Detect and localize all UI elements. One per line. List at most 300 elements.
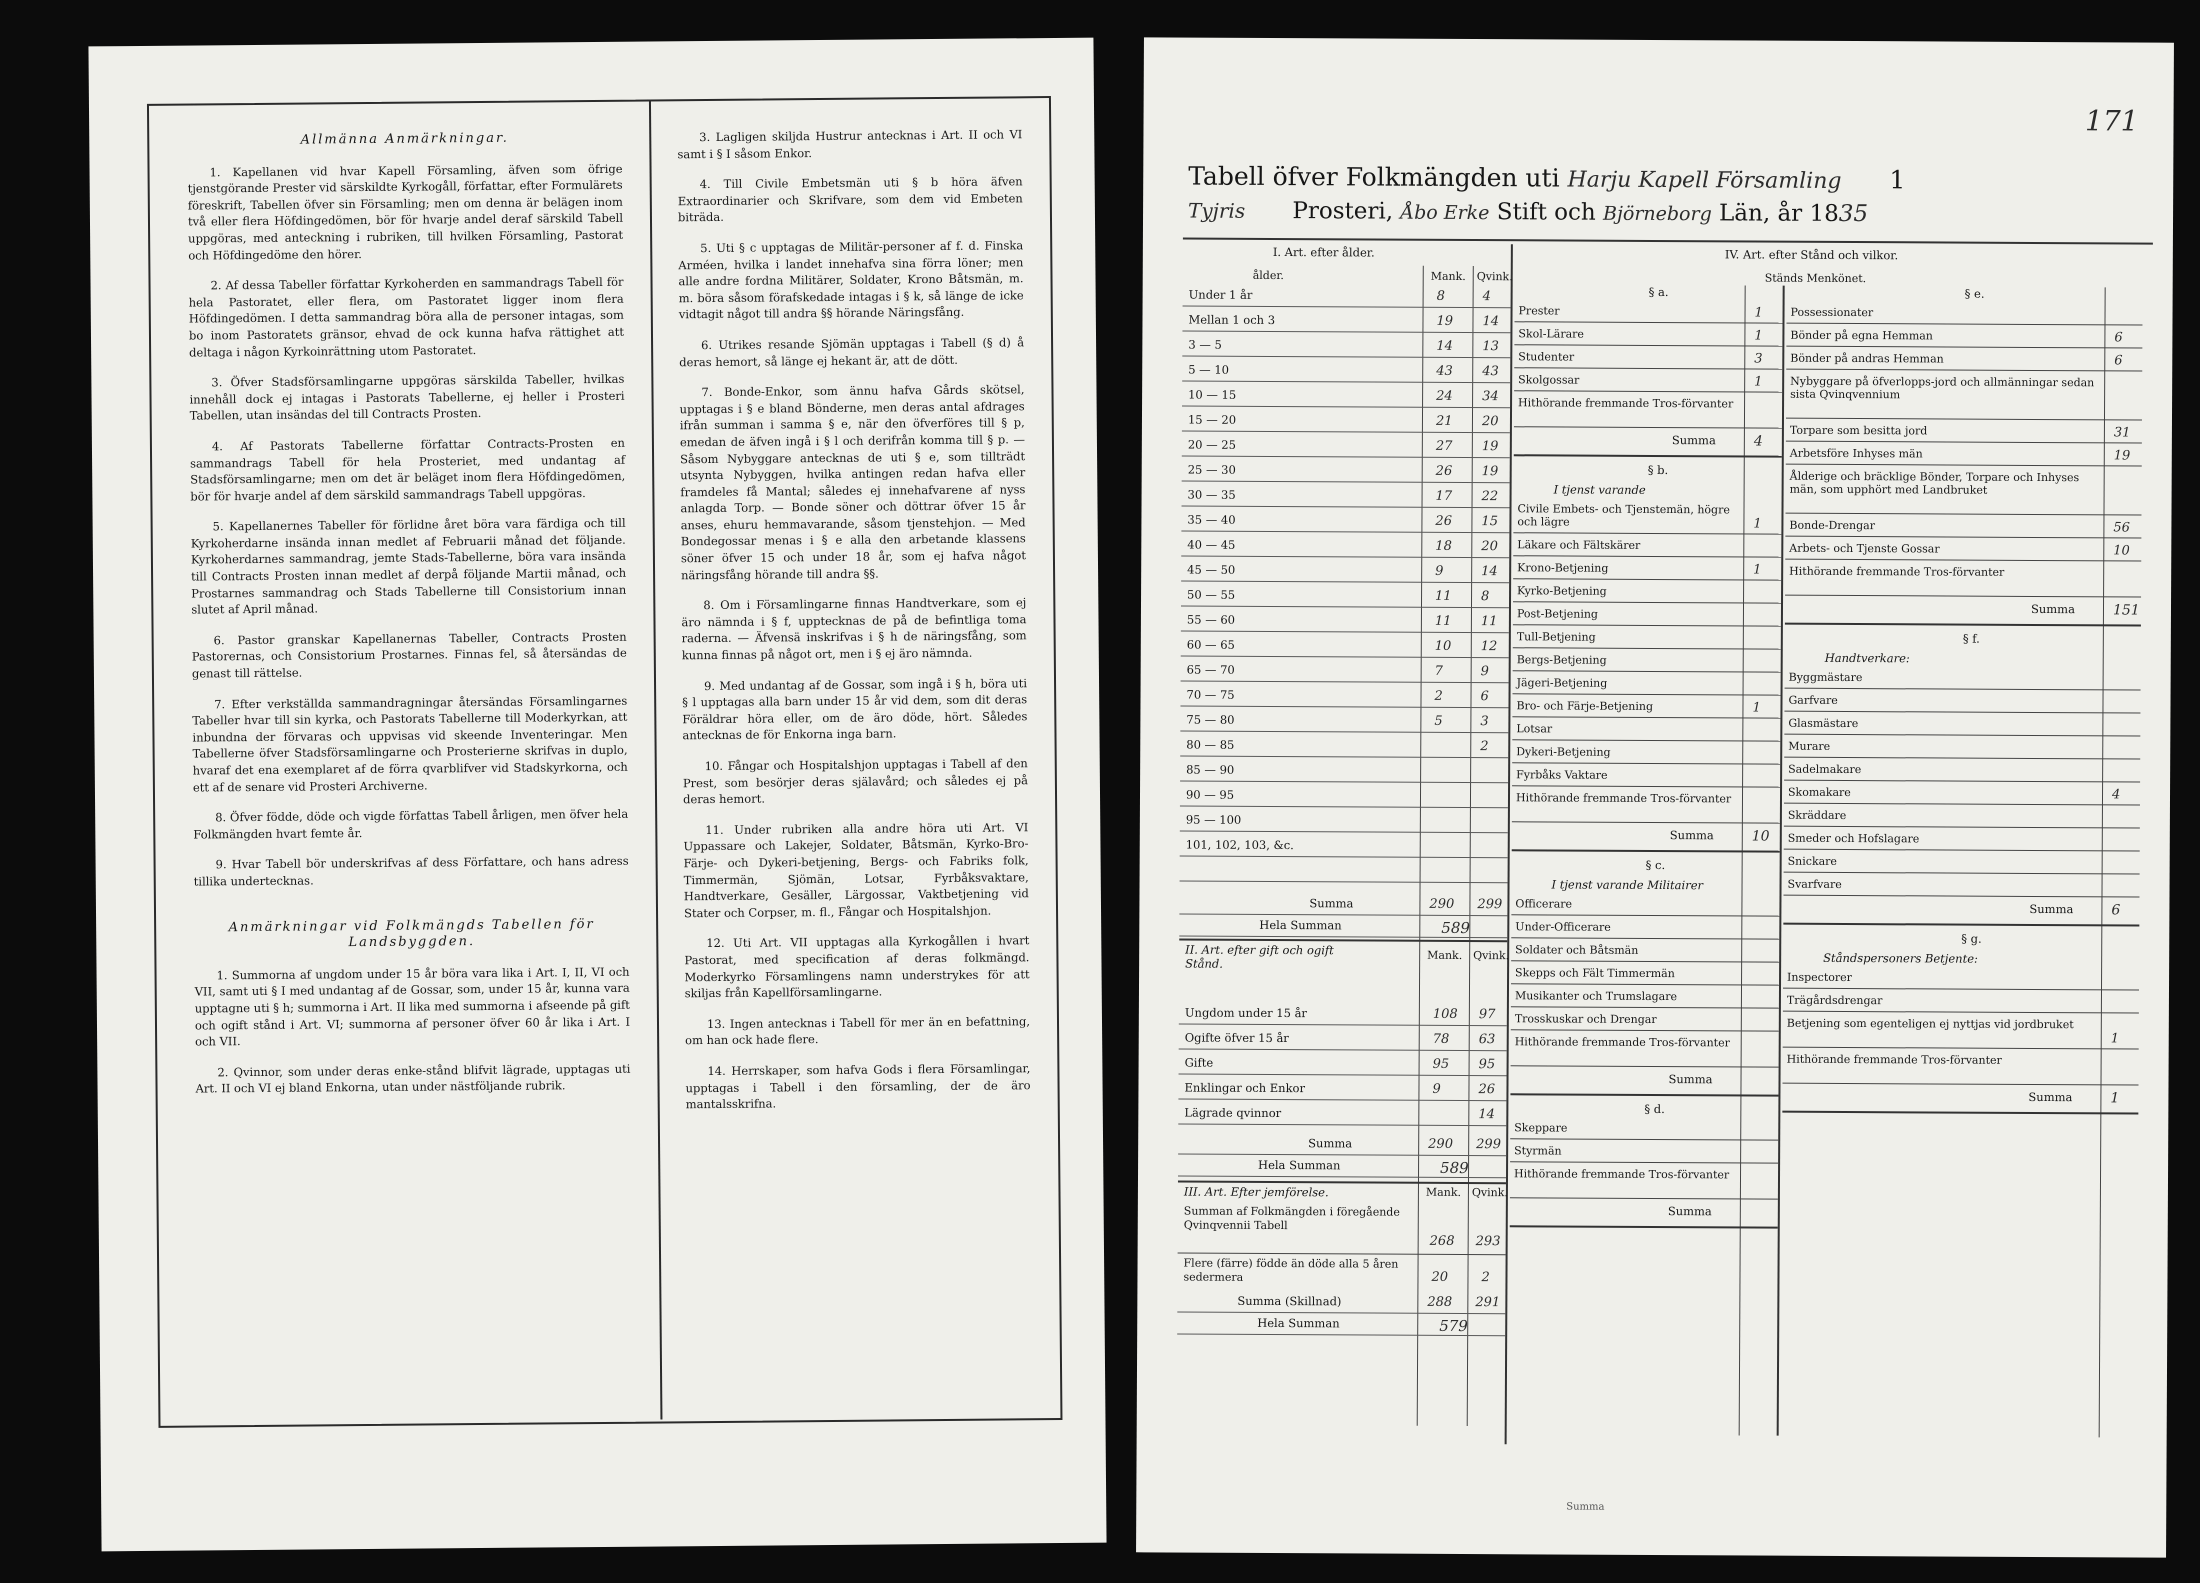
subcol-separator [1777,286,1785,1436]
sum-women: 299 [1476,1137,1502,1153]
estate-row: Skolgossar [1518,373,1580,387]
section-rule [1512,849,1780,852]
title-print: Prosteri, [1292,198,1394,225]
women-count: 19 [1481,439,1499,455]
row-rule [1786,346,2142,349]
row-label: 5 — 10 [1188,362,1230,377]
age-row [1182,435,1510,458]
age-row [1182,410,1510,433]
row-rule [1785,595,2141,598]
rural-notes-heading: Anmärkningar vid Folkmängds Tabellen för Landsbyggden. [228,916,595,951]
art-1-total-row [1179,915,1507,938]
row-label: 40 — 45 [1187,537,1236,552]
section-mark: § c. [1645,857,1666,873]
row-value: 1 [1753,562,1762,578]
art-3-row-label: Summan af Folkmängden i föregående Qvinqvennii Tabell [1183,1204,1400,1233]
peasant-row: Nybyggare på öfverlopps-jord och allmänningar sedan sista Qvinqvennium [1790,374,2095,402]
age-row [1180,835,1508,858]
row-rule [1785,688,2141,691]
sailor-row: Skeppare [1514,1121,1568,1135]
official-row: Hithörande fremmande Tros-förvanter [1515,791,1732,806]
servant-row: Hithörande fremmande Tros-förvanter [1786,1052,2002,1067]
estate-row: Prester [1518,304,1560,318]
note: 14. Herrskaper, som hafva Gods i flera Församlingar, upptagas i Tabell i den församling, der de äro mantalsskrifna. [685,1061,1031,1112]
art-3-heading: III. Art. Efter jemförelse. [1183,1184,1329,1200]
title-sheet-number: 1 [1889,165,1906,195]
note: 9. Med undantag af de Gossar, som ingå i § h, böra uti § l upptagas alla barn under 15 år vid dem, som dit deras Föräldrar höra eller, om de äro döde, hört. Således antecknas de för Enkorna inga barn. [682,675,1028,743]
craftsman-row: Sadelmakare [1788,762,1862,777]
women-column-header: Qvink. [1471,1186,1508,1200]
row-rule [1785,513,2141,516]
art-3-total-row [1177,1313,1505,1336]
official-row: Jägeri-Betjening [1516,676,1608,690]
sum-women: 291 [1475,1295,1501,1311]
section-sum-value: 10 [1751,828,1770,845]
men-count: 10 [1434,638,1452,654]
military-row: Officerare [1515,897,1573,911]
row-rule [1512,785,1780,787]
row-rule [1783,895,2139,898]
row-label: 95 — 100 [1185,812,1242,827]
section-mark: § e. [1964,286,1985,301]
art-2-total-row [1178,1155,1506,1178]
section-rule [1785,623,2141,627]
row-value: 4 [2111,787,2121,803]
sum-men: 288 [1427,1294,1453,1310]
page-number: 171 [2085,104,2139,138]
craftsman-row: Murare [1788,739,1831,753]
women-count: 15 [1481,514,1499,530]
note: 3. Lagligen skiljda Hustrur antecknas i Art. II och VI samt i § I såsom Enkor. [677,127,1023,161]
general-note: 3. Öfver Stadsförsamlingarne uppgöras särskilda Tabeller, hvilkas innehåll dock ej intagas i Pastorats Tabellerne, ej heller i Prosteri Tabellen, utan insändas del till Contracts Prosten. [189,371,625,423]
men-count: 11 [1435,588,1452,604]
row-value: 3 [1754,351,1763,367]
section-rule [1510,1225,1778,1228]
note: 11. Under rubriken alla andre höra uti Art. VI Uppassare och Lakejer, Soldater, Båtsmän, Kyrko-Bro-Färje- och Dykeri-betjening, Bergs- och Fabriks folk, Timmermän, Sjömän, Lotsar, Fyrbåksvaktare, Handtverkare, Gesäller, Lärgossar, Vaktbetjening vid Stater och Corpser, m. fl., Fångar och Hospitalshjon. [683,820,1029,920]
craftsman-row: Skomakare [1787,785,1851,800]
row-rule [1783,1083,2139,1086]
row-rule [1784,803,2140,806]
title-print: Län, år 18 [1719,200,1839,227]
official-row: Lotsar [1516,722,1553,736]
official-row: Läkare och Fältskärer [1517,538,1641,552]
row-label: 80 — 85 [1186,737,1235,752]
row-rule [1511,1029,1779,1031]
general-note: 9. Hvar Tabell bör underskrifvas af dess Författare, och hans adress tillika undertecknas. [193,854,629,889]
row-label: 10 — 15 [1188,387,1237,402]
women-column-header: Qvink. [1473,949,1510,963]
men-count: 43 [1436,363,1453,379]
servant-row: Betjening som egenteligen ej nyttjas vid jordbruket [1786,1016,2074,1032]
row-rule [1784,711,2140,714]
row-rule [1786,441,2142,444]
row-label: 90 — 95 [1185,787,1235,802]
section-sum-label: Summa [1668,1072,1713,1087]
peasant-row: Possessionater [1790,305,1874,320]
age-row [1180,810,1508,833]
age-row [1182,385,1510,408]
row-value: 6 [2114,330,2123,346]
note: 7. Bonde-Enkor, som ännu hafva Gårds skötsel, upptagas i § e bland Bönderne, men deras antal afdrages ifrån summan i samma § e, när den öfverföres till § p, emedan de äfven ingå i § l och derifrån komma till § p. — Såsom Nybyggare antecknas de uti § e, som tillträdt utsynta Nybyggen, hvilka antingen redan hafva eller framdeles få Mantal; således ej innehafvarene af nyss anlagda Torp. — Bonde söner och döttrar öfver 15 år anses, ehuru hemmavarande, såsom tjenstehjon. — Med Bondegossar menas i § e alla den arbetande klassens söner öfver 15 och under 18 år, som ej hafva något näringsfång hörande till andra §§. [679,382,1026,582]
row-rule [1786,369,2142,372]
military-row: Skepps och Fält Timmermän [1515,966,1675,981]
note: 12. Uti Art. VII upptagas alla Kyrkogållen i hvart Pastorat, med specification af deras folkmängd. Moderkyrko Församlingens namn understrykes för att skiljas från Kapellförsamlingarne. [684,933,1030,1001]
val-rule-left [1739,285,1746,1435]
women-count: 20 [1481,414,1499,430]
row-label: 15 — 20 [1187,412,1237,427]
row-rule [1512,821,1780,823]
title-hand-year: 35 [1838,200,1869,228]
row-rule [1513,624,1781,626]
section-heading: Ståndspersoners Betjente: [1823,950,1978,966]
women-count: 14 [1481,564,1498,580]
peasant-row: Bonde-Drengar [1789,518,1876,533]
row-label: 35 — 40 [1187,512,1236,527]
row-label: 75 — 80 [1186,712,1235,727]
section-mark: § a. [1648,284,1669,300]
row-rule [1512,716,1780,718]
women-count: 63 [1478,1032,1496,1048]
craftsman-row: Snickare [1787,854,1837,868]
row-rule [1786,418,2142,421]
section-mark: § g. [1961,931,1982,946]
total-label: Hela Summan [1259,917,1342,933]
men-count: 11 [1434,613,1452,629]
row-rule [1513,693,1781,695]
age-row [1181,535,1509,558]
table-title-line-1 [1188,162,1905,195]
total-value: 589 [1441,918,1471,938]
general-note: 8. Öfver födde, döde och vigde författas Tabell årligen, men öfver hela Folkmängden hvart femte år. [193,806,629,842]
row-value: 1 [1754,374,1763,390]
sum-men: 290 [1429,896,1455,912]
craftsman-row: Garfvare [1788,693,1838,707]
age-row [1180,735,1508,758]
row-rule [1786,323,2142,326]
row-rule [1510,1138,1778,1140]
official-row: Bergs-Betjening [1516,653,1607,667]
men-count: 21 [1435,413,1453,429]
women-count: 26 [1478,1082,1496,1098]
art-3-sum-row [1177,1291,1505,1314]
women-column-header: Qvink. [1476,270,1513,284]
general-note: 4. Af Pastorats Tabellerne författar Contracts-Prosten en sammandrags Tabell för hela Prosteriet, med undantag af Stadsförsamlingarne; men om det är beläget inom flera Höfdingedömen, bör för hvarje andel af dem särskild sammandrags Tabell uppgöras. [190,435,626,504]
art-4-table [1509,244,2155,1447]
row-rule [1513,555,1781,557]
right-notes-column [677,126,1031,1127]
row-rule [1783,1011,2139,1014]
sum-label: Summa [1309,896,1354,911]
art-2-heading: II. Art. efter gift och ogift Stånd. [1185,942,1334,971]
craftsman-row: Byggmästare [1788,670,1863,685]
general-note: 5. Kapellanernes Tabeller för förlidne året böra vara färdiga och till Kyrkoherdarne insända innan medlet af Februarii månad det följande. Kyrkoherdarnes sammandrag, jemte Stads-Tabellerne, böra vara insända till Contracts Prosten innan medlet af derpå följande Martii månad, och Prostarnes sammandrag och Stads Tabellerne till Consistorium innan slutet af April månad. [190,516,627,617]
military-row: Hithörande fremmande Tros-förvanter [1514,1035,1730,1050]
men-count: 8 [1436,288,1445,304]
art-4-heading: IV. Art. efter Stånd och vilkor. [1724,247,1899,263]
men-count: 26 [1435,513,1453,529]
row-value: 1 [1754,305,1763,321]
men-count: 95 [1432,1056,1450,1072]
peasant-row: Ålderige och bräcklige Bönder, Torpare och Inhyses män, som upphört med Landbruket [1789,469,2080,497]
age-column-header: ålder. [1252,268,1284,283]
title-print: Stift och [1496,199,1596,226]
women-count: 2 [1480,739,1489,755]
estate-row: Studenter [1518,350,1575,364]
age-row [1180,710,1508,733]
title-hand-diocese: Åbo Erke [1400,201,1490,225]
row-rule [1514,367,1782,369]
total-label: Hela Summan [1258,1157,1341,1173]
rural-note: 1. Summorna af ungdom under 15 år böra vara lika i Art. I, II, VI och VII, samt uti § I med undantag af de Gossar, som, under 15 år, kunna vara upptagne uti § h; summorna i Art. II lika med summorna i afseende på gift och ogift stånd i Art. VI; summorna af personer öfver 60 år lika i Art. I och VII. [194,964,631,1049]
age-row [1180,860,1508,883]
note: 6. Utrikes resande Sjömän upptagas i Tabell (§ d) å deras hemort, så länge ej hekant är, att de dött. [679,335,1025,369]
men-count: 7 [1434,663,1443,679]
civil-status-row [1179,1053,1507,1076]
row-label: Under 1 år [1188,287,1253,302]
table-title-line-2 [1188,198,1868,228]
row-label: 45 — 50 [1187,562,1236,577]
women-count: 11 [1480,614,1498,630]
section-heading: I tjenst varande [1553,482,1646,497]
rural-note: 2. Qvinnor, som under deras enke-stånd blifvit lägrade, upptagas uti Art. II och VI ej bland Enkorna, utan under nästföljande rubrik. [195,1061,631,1096]
men-count: 24 [1436,388,1453,404]
men-column-header: Mank. [1425,1185,1462,1199]
row-label: 3 — 5 [1188,337,1222,352]
art-2-top-rule [1179,939,1507,943]
women-count: 14 [1478,1107,1495,1123]
section-rule [1782,1111,2138,1115]
row-rule [1786,464,2142,467]
men-count: 17 [1435,488,1453,504]
left-notes-column [187,122,631,1112]
men-count: 27 [1435,438,1453,454]
row-rule [1514,344,1782,346]
row-rule [1785,536,2141,539]
official-row: Krono-Betjening [1517,561,1609,575]
row-label: Ungdom under 15 år [1184,1005,1307,1021]
row-value: 6 [2114,353,2123,369]
row-rule [1784,780,2140,783]
women-count: 6 [1480,689,1489,705]
row-rule [1784,872,2140,875]
row-rule [1514,426,1782,428]
general-notes-heading: Allmänna Anmärkningar. [300,130,509,148]
row-value: 10 [2113,543,2130,559]
art-3-row-women: 293 [1475,1234,1501,1250]
military-row: Trosskuskar och Drengar [1514,1012,1657,1027]
women-count: 12 [1480,639,1498,655]
sum-men: 290 [1428,1136,1454,1152]
row-label: 20 — 25 [1187,437,1236,452]
sum-label: Summa (Skillnad) [1237,1293,1342,1309]
peasant-row: Arbets- och Tjenste Gossar [1789,541,1940,556]
art-1-heading: I. Art. efter ålder. [1272,244,1375,260]
age-row [1180,785,1508,808]
men-count: 26 [1435,463,1453,479]
age-row [1181,660,1509,683]
age-row [1182,485,1510,508]
row-rule [1511,1065,1779,1067]
row-label: 30 — 35 [1187,487,1236,502]
row-value: 19 [2113,448,2131,464]
art-2-sum-row [1178,1133,1506,1156]
men-count: 18 [1435,538,1452,554]
women-count: 43 [1482,364,1499,380]
women-count: 19 [1481,464,1499,480]
servant-row: Inspectorer [1787,970,1852,985]
men-count: 5 [1434,713,1443,729]
section-sum-label: Summa [2030,601,2075,617]
military-row: Under-Officerare [1515,920,1611,934]
row-label: 60 — 65 [1186,637,1235,652]
peasant-row: Bönder på egna Hemman [1790,328,1933,343]
row-rule [1513,578,1781,580]
age-row [1181,560,1509,583]
women-count: 13 [1482,339,1499,355]
men-count: 108 [1432,1006,1458,1022]
servant-row: Trägårdsdrengar [1786,993,1883,1008]
estate-row: Hithörande fremmande Tros-förvanter [1518,396,1734,411]
peasant-row: Hithörande fremmande Tros-förvanter [1789,564,2005,579]
sum-label: Summa [1308,1136,1353,1151]
row-label: 101, 102, 103, &c. [1185,837,1294,853]
total-label: Hela Summan [1257,1315,1340,1331]
art-3-row-men: 268 [1429,1233,1455,1249]
row-label: Gifte [1184,1055,1214,1070]
row-rule [1513,601,1781,603]
row-rule [1783,988,2139,991]
military-row: Musikanter och Trumslagare [1514,989,1678,1004]
women-count: 8 [1481,589,1490,605]
sailor-row: Hithörande fremmande Tros-förvanter [1513,1167,1730,1182]
women-count: 34 [1482,389,1499,405]
row-rule [1178,1253,1506,1256]
section-sum-value: 4 [1753,433,1763,450]
row-rule [1514,321,1782,323]
row-rule [1510,1161,1778,1163]
note: 5. Uti § c upptagas de Militär-personer af f. d. Finska Arméen, hvilka i landet innehafva sina förra löner; men alle andre fordna Militärer, Soldater, Krono Båtsmän, m. m. böra såsom förafskedade intagas i § k, så länge de icke vidtagit något till andra §§ hörande Näringsfång. [678,238,1024,322]
women-count: 20 [1481,539,1498,555]
note: 10. Fångar och Hospitalshjon upptagas i Tabell af den Prest, som besörjer deras själavård; och således ej på deras hemort. [682,756,1028,807]
craftsman-row: Smeder och Hofslagare [1787,831,1920,846]
art-1-3-table [1177,243,1513,1445]
men-count: 9 [1435,563,1444,579]
section-sum-value: 6 [2111,902,2121,919]
age-row [1182,335,1510,358]
row-label: Ogifte öfver 15 år [1184,1030,1289,1046]
women-count: 97 [1478,1007,1496,1023]
general-note: 1. Kapellanen vid hvar Kapell Församling, äfven som öfrige tjenstgörande Prester vid särskildte Kyrkogåll, författar, efter Formulärets föreskrift, Tabellen öfver sin Församling; men om denna är belägen inom två eller flera Höfdingedömen, bör för hvarje andel deraf särskild Tabell uppgöras, med anteckning i rubriken, till hvilken Församling, Pastorat och Höfdingedöme den hörer. [187,161,624,263]
art-3-row-women: 2 [1481,1270,1490,1286]
row-label: Lägrade qvinnor [1184,1105,1282,1121]
row-label: Mellan 1 och 3 [1188,312,1276,328]
row-label: 70 — 75 [1186,687,1235,702]
art-1-sum-row [1179,893,1507,916]
sailor-row: Styrmän [1514,1144,1562,1158]
row-rule [1784,826,2140,829]
women-count: 14 [1482,314,1500,330]
official-row: Fyrbåks Vaktare [1516,768,1608,782]
row-rule [1513,532,1781,534]
age-row [1181,585,1509,608]
section-sum-value: 151 [2112,602,2140,619]
craftsman-row: Svarfvare [1787,877,1842,891]
age-row [1182,460,1510,483]
row-label: 65 — 70 [1186,662,1235,677]
row-rule [1513,670,1781,672]
section-mark: § d. [1644,1101,1665,1117]
row-rule [1511,960,1779,962]
row-value: 31 [2113,425,2131,441]
row-rule [1785,559,2141,562]
official-row: Dykeri-Betjening [1516,745,1611,759]
row-rule [1511,1006,1779,1008]
note: 4. Till Civile Embetsmän uti § b höra äfven Extraordinarier och Skrifvare, som dem vid Embeten biträda. [677,174,1023,225]
section-sum-label: Summa [1667,1204,1712,1219]
right-page [1136,37,2174,1557]
section-mark: § f. [1962,631,1980,646]
men-count: 14 [1436,338,1453,354]
row-rule [1512,762,1780,764]
men-column-header: Mank. [1427,948,1463,962]
official-row: Civile Embets- och Tjenstemän, högre och lägre [1517,502,1730,529]
civil-status-row [1178,1078,1506,1101]
craftsman-row: Glasmästare [1788,716,1859,731]
age-row [1182,310,1510,333]
row-value: 56 [2113,520,2131,536]
section-sum-label: Summa [2028,1089,2073,1105]
section-rule [1510,1093,1778,1096]
official-row: Bro- och Färje-Betjening [1516,699,1654,713]
row-rule [1512,739,1780,741]
section-mark: § b. [1647,462,1669,478]
men-count: 78 [1432,1031,1450,1047]
men-count: 2 [1434,688,1443,704]
row-value: 1 [2110,1031,2120,1047]
age-row [1180,685,1508,708]
row-label: 25 — 30 [1187,462,1236,477]
age-row [1183,285,1511,308]
women-count: 95 [1478,1057,1496,1073]
age-row [1180,760,1508,783]
title-hand-deanery: Tyjris [1188,198,1246,223]
peasant-row: Arbetsföre Inhyses män [1789,446,1923,461]
craftsman-row: Skräddare [1787,808,1847,823]
art-3-row-label: Flere (färre) födde än döde alla 5 åren sedermera [1183,1256,1399,1284]
row-rule [1511,937,1779,939]
row-rule [1783,1047,2139,1050]
art-3-top-rule [1178,1181,1506,1185]
age-row [1181,510,1509,533]
women-count: 22 [1481,489,1499,505]
row-rule [1784,849,2140,852]
peasant-row: Torpare som besitta jord [1789,423,1928,438]
total-value: 579 [1439,1316,1468,1336]
row-rule [1784,734,2140,737]
section-rule [1783,923,2139,927]
sum-women: 299 [1477,897,1503,913]
civil-status-row [1178,1103,1506,1126]
title-print: Tabell öfver Folkmängden uti [1188,161,1560,193]
row-label: 85 — 90 [1186,762,1235,777]
row-rule [1511,983,1779,985]
section-heading: I tjenst varande Militairer [1551,877,1704,893]
row-rule [1513,647,1781,649]
official-row: Post-Betjening [1516,607,1599,621]
row-rule [1511,914,1779,916]
civil-status-row [1179,1003,1507,1026]
note: 13. Ingen antecknas i Tabell för mer än en befattning, om han ock hade flere. [685,1013,1031,1048]
